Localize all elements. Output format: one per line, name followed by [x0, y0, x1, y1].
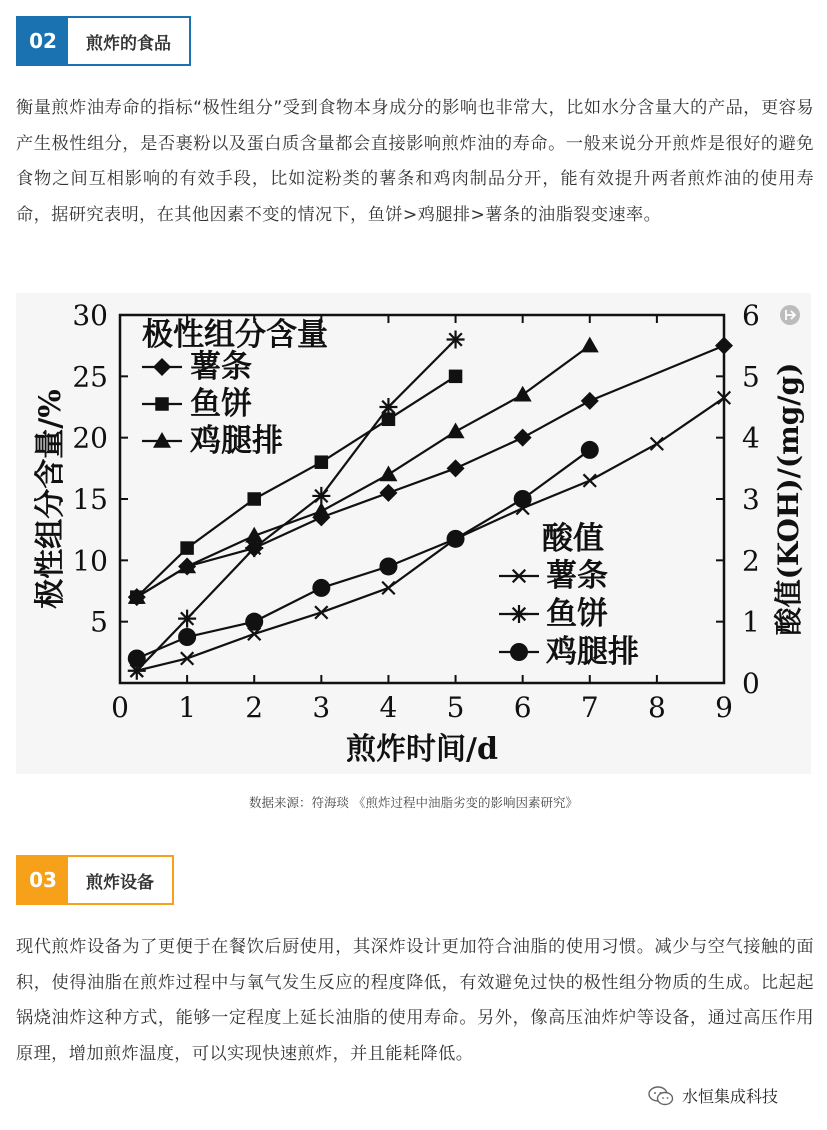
section-paragraph: 衡量煎炸油寿命的指标“极性组分”受到食物本身成分的影响也非常大，比如水分含量大的产品，更容易产生极性组分，是否裹粉以及蛋白质含量都会直接影响煎炸油的寿命。一般来说分开煎炸是很好的避免食物之间互相影响的有效手段，比如淀粉类的薯条和鸡肉制品分开，能有效提升两者煎炸油的使用寿命，据研究表明，在其他因素不变的情况下，鱼饼>鸡腿排>薯条的油脂裂变速率。 [16, 98, 814, 225]
y-tick-label-right: 5 [742, 360, 760, 394]
y-tick-label-left: 30 [72, 299, 108, 332]
legend-marker-triangle [153, 432, 171, 448]
data-point-diamond [514, 429, 532, 447]
x-tick-label: 8 [647, 691, 666, 724]
data-point-circle [379, 557, 397, 575]
y-tick-label-left: 25 [72, 360, 108, 394]
x-tick-label: 2 [245, 691, 264, 724]
y-tick-label-right: 4 [742, 421, 760, 455]
watermark [648, 1084, 778, 1107]
legend-marker-diamond [153, 358, 171, 376]
data-point-square [315, 455, 329, 469]
x-tick-label: 4 [379, 691, 398, 724]
y-tick-label-right: 0 [742, 667, 760, 700]
section-paragraph: 现代煎炸设备为了更便于在餐饮后厨使用，其深炸设计更加符合油脂的使用习惯。减少与空气接触的面积，使得油脂在煎炸过程中与氧气发生反应的程度降低，有效避免过快的极性组分物质的生成。比起起锅烧油炸这种方式，能够一定程度上延长油脂的使用寿命。另外，像高压油炸炉等设备，通过高压作用原理，增加煎炸温度，可以实现快速煎炸，并且能耗降低。 [16, 937, 814, 1064]
data-point-circle [312, 579, 330, 597]
y-tick-label-right: 3 [742, 483, 760, 516]
data-point-asterisk [312, 487, 330, 505]
data-point-circle [178, 628, 196, 646]
legend-label: 鸡腿排 [546, 634, 639, 670]
data-point-square [449, 370, 463, 384]
data-point-diamond [379, 484, 397, 502]
data-point-triangle [514, 386, 532, 402]
data-point-diamond [715, 337, 733, 355]
legend-label: 鱼饼 [190, 386, 252, 422]
legend-label: 薯条 [546, 558, 608, 594]
legend-label: 薯条 [190, 349, 252, 385]
data-point-square [180, 541, 194, 555]
legend-marker-square [155, 397, 169, 411]
x-tick-label: 0 [111, 691, 129, 724]
section-number: 03 [18, 857, 68, 903]
x-tick-label: 9 [715, 691, 733, 724]
data-point-circle [245, 613, 263, 631]
section-title: 煎炸设备 [68, 857, 172, 903]
legend-label: 鱼饼 [546, 596, 608, 632]
section-number: 02 [18, 18, 68, 64]
y-tick-label-right: 2 [742, 544, 760, 578]
chart-figure [16, 293, 811, 774]
data-point-x [315, 606, 328, 619]
series-line-circle [137, 450, 590, 659]
y-tick-label-right: 1 [742, 605, 760, 639]
legend-marker-circle [510, 643, 528, 661]
x-tick-label: 6 [513, 691, 532, 724]
y-tick-label-right: 6 [742, 299, 760, 332]
data-point-triangle [379, 465, 397, 481]
x-axis-label: 煎炸时间/d [346, 732, 498, 767]
data-point-asterisk [379, 398, 397, 416]
data-point-triangle [447, 423, 465, 439]
data-point-diamond [581, 392, 599, 410]
y-axis-label-right: 酸值(KOH)/(mg/g) [772, 362, 805, 636]
y-tick-label-left: 15 [72, 483, 108, 516]
legend-title-left: 极性组分含量 [142, 317, 328, 353]
data-point-asterisk [178, 610, 196, 628]
data-point-diamond [447, 459, 465, 477]
data-point-triangle [581, 337, 599, 353]
exit-icon[interactable] [780, 305, 800, 325]
legend-label: 鸡腿排 [190, 423, 283, 459]
data-point-x [382, 582, 395, 595]
section-header-03 [16, 855, 174, 905]
x-tick-label: 5 [446, 691, 465, 724]
legend-title-right: 酸值 [542, 521, 604, 557]
data-point-x [651, 438, 664, 451]
watermark-text: 水恒集成科技 [682, 1087, 779, 1106]
data-point-asterisk [447, 331, 465, 349]
y-tick-label-left: 10 [72, 544, 108, 578]
section-title: 煎炸的食品 [68, 18, 189, 64]
y-tick-label-left: 5 [90, 605, 108, 639]
y-axis-label-left: 极性组分含量/% [33, 389, 68, 609]
data-point-circle [447, 530, 465, 548]
section-header-02 [16, 16, 191, 66]
x-tick-label: 3 [312, 691, 331, 724]
x-tick-label: 1 [178, 691, 197, 724]
chart-caption: 数据来源：符海琰 《煎炸过程中油脂劣变的影响因素研究》 [249, 795, 578, 810]
wechat-icon [648, 1086, 674, 1106]
data-point-x [583, 474, 596, 487]
data-point-asterisk [245, 539, 263, 557]
data-point-square [247, 492, 261, 506]
data-point-circle [128, 649, 146, 667]
data-point-circle [581, 441, 599, 459]
chart-svg [16, 293, 811, 774]
x-tick-label: 7 [580, 691, 599, 724]
data-point-circle [514, 490, 532, 508]
legend-marker-asterisk [510, 605, 528, 623]
y-tick-label-left: 20 [72, 421, 108, 455]
